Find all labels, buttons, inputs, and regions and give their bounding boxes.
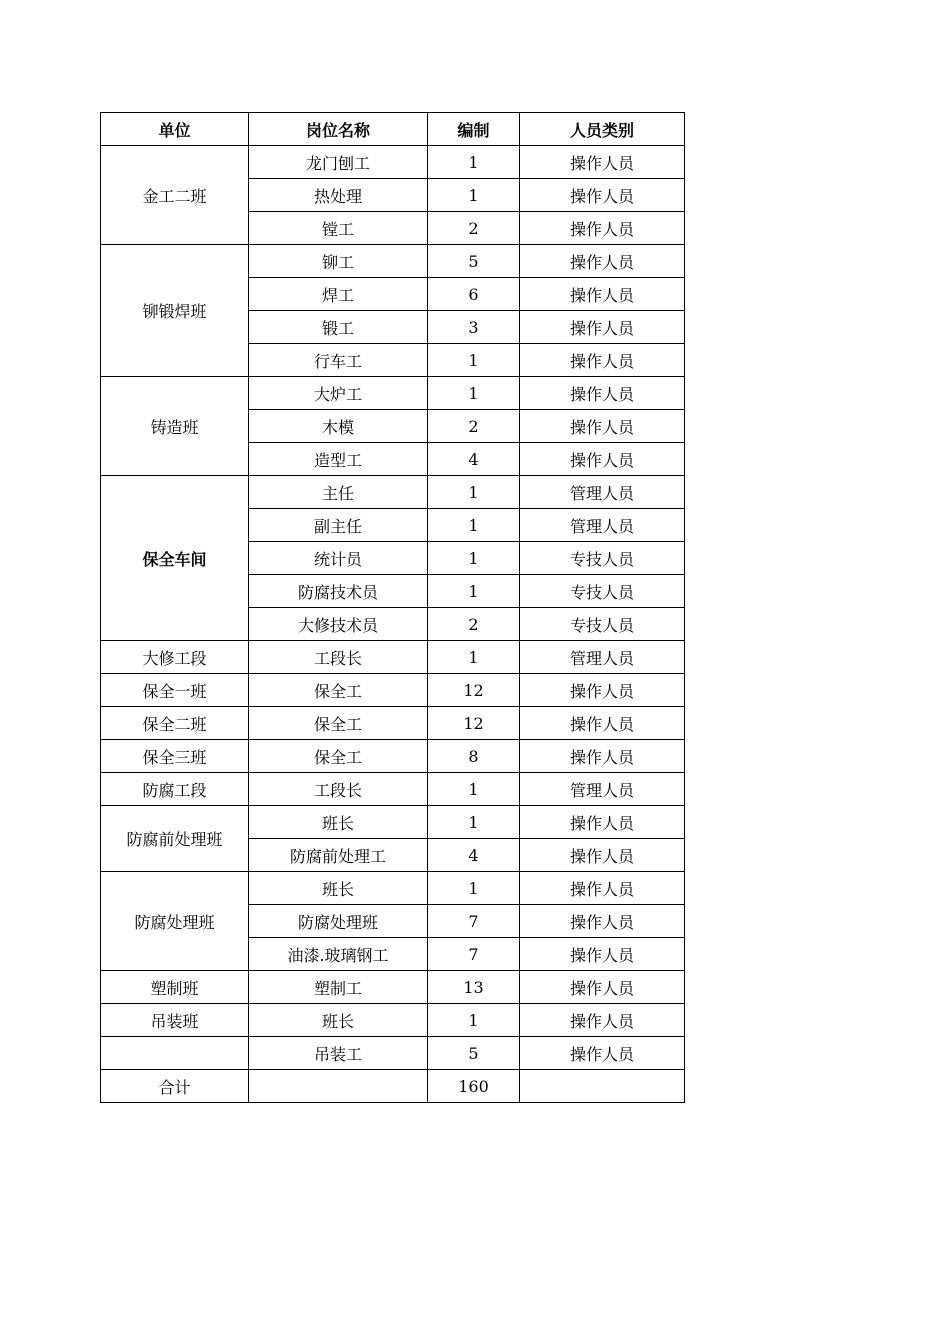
count-cell: 5	[428, 1037, 520, 1070]
position-cell: 木模	[249, 410, 428, 443]
table-row	[101, 707, 685, 740]
count-cell: 8	[428, 740, 520, 773]
header-count: 编制	[428, 113, 520, 146]
unit-cell: 防腐前处理班	[101, 806, 249, 872]
unit-cell: 防腐处理班	[101, 872, 249, 971]
category-cell: 操作人员	[520, 1037, 685, 1070]
category-cell: 管理人员	[520, 509, 685, 542]
total-label: 合计	[101, 1070, 249, 1103]
category-cell: 操作人员	[520, 344, 685, 377]
category-cell: 操作人员	[520, 146, 685, 179]
count-cell: 6	[428, 278, 520, 311]
category-cell: 专技人员	[520, 542, 685, 575]
unit-cell: 铆锻焊班	[101, 245, 249, 377]
category-cell: 操作人员	[520, 377, 685, 410]
count-cell: 2	[428, 608, 520, 641]
category-cell: 操作人员	[520, 212, 685, 245]
category-cell: 管理人员	[520, 773, 685, 806]
table-row	[101, 872, 685, 905]
position-cell: 吊装工	[249, 1037, 428, 1070]
table-row	[101, 1037, 685, 1070]
count-cell: 1	[428, 641, 520, 674]
total-category	[520, 1070, 685, 1103]
position-cell: 造型工	[249, 443, 428, 476]
position-cell: 班长	[249, 806, 428, 839]
table-row	[101, 146, 685, 179]
category-cell: 操作人员	[520, 674, 685, 707]
position-cell: 保全工	[249, 740, 428, 773]
unit-cell	[101, 1037, 249, 1070]
position-cell: 焊工	[249, 278, 428, 311]
count-cell: 13	[428, 971, 520, 1004]
position-cell: 铆工	[249, 245, 428, 278]
position-cell: 副主任	[249, 509, 428, 542]
position-cell: 大炉工	[249, 377, 428, 410]
category-cell: 操作人员	[520, 311, 685, 344]
count-cell: 2	[428, 410, 520, 443]
unit-cell: 吊装班	[101, 1004, 249, 1037]
category-cell: 管理人员	[520, 476, 685, 509]
category-cell: 操作人员	[520, 1004, 685, 1037]
count-cell: 7	[428, 905, 520, 938]
unit-cell: 保全三班	[101, 740, 249, 773]
count-cell: 1	[428, 773, 520, 806]
table-row	[101, 1004, 685, 1037]
table-row	[101, 476, 685, 509]
category-cell: 操作人员	[520, 872, 685, 905]
category-cell: 操作人员	[520, 245, 685, 278]
count-cell: 1	[428, 1004, 520, 1037]
position-cell: 锻工	[249, 311, 428, 344]
header-category: 人员类别	[520, 113, 685, 146]
table-row	[101, 674, 685, 707]
unit-cell: 塑制班	[101, 971, 249, 1004]
position-cell: 大修技术员	[249, 608, 428, 641]
count-cell: 1	[428, 344, 520, 377]
unit-cell: 大修工段	[101, 641, 249, 674]
total-row	[101, 1070, 685, 1103]
unit-cell: 保全一班	[101, 674, 249, 707]
category-cell: 操作人员	[520, 806, 685, 839]
count-cell: 1	[428, 146, 520, 179]
total-position	[249, 1070, 428, 1103]
position-cell: 防腐技术员	[249, 575, 428, 608]
count-cell: 1	[428, 509, 520, 542]
unit-cell: 防腐工段	[101, 773, 249, 806]
category-cell: 操作人员	[520, 443, 685, 476]
category-cell: 专技人员	[520, 575, 685, 608]
total-count: 160	[428, 1070, 520, 1103]
position-cell: 行车工	[249, 344, 428, 377]
position-cell: 防腐前处理工	[249, 839, 428, 872]
position-cell: 镗工	[249, 212, 428, 245]
category-cell: 操作人员	[520, 410, 685, 443]
count-cell: 1	[428, 542, 520, 575]
unit-cell: 保全车间	[101, 476, 249, 641]
header-position: 岗位名称	[249, 113, 428, 146]
category-cell: 操作人员	[520, 707, 685, 740]
position-cell: 油漆.玻璃钢工	[249, 938, 428, 971]
count-cell: 1	[428, 872, 520, 905]
count-cell: 4	[428, 443, 520, 476]
position-cell: 主任	[249, 476, 428, 509]
position-cell: 龙门刨工	[249, 146, 428, 179]
staffing-table	[100, 112, 685, 1103]
count-cell: 1	[428, 179, 520, 212]
table-row	[101, 740, 685, 773]
table-row	[101, 971, 685, 1004]
category-cell: 操作人员	[520, 278, 685, 311]
unit-cell: 金工二班	[101, 146, 249, 245]
count-cell: 12	[428, 674, 520, 707]
table-row	[101, 377, 685, 410]
header-row	[101, 113, 685, 146]
unit-cell: 保全二班	[101, 707, 249, 740]
position-cell: 保全工	[249, 674, 428, 707]
position-cell: 班长	[249, 872, 428, 905]
count-cell: 5	[428, 245, 520, 278]
position-cell: 防腐处理班	[249, 905, 428, 938]
count-cell: 1	[428, 476, 520, 509]
position-cell: 班长	[249, 1004, 428, 1037]
position-cell: 塑制工	[249, 971, 428, 1004]
position-cell: 保全工	[249, 707, 428, 740]
count-cell: 1	[428, 806, 520, 839]
category-cell: 操作人员	[520, 938, 685, 971]
count-cell: 4	[428, 839, 520, 872]
position-cell: 工段长	[249, 773, 428, 806]
table-row	[101, 245, 685, 278]
table-row	[101, 806, 685, 839]
count-cell: 1	[428, 377, 520, 410]
count-cell: 7	[428, 938, 520, 971]
header-unit: 单位	[101, 113, 249, 146]
count-cell: 2	[428, 212, 520, 245]
unit-cell: 铸造班	[101, 377, 249, 476]
count-cell: 1	[428, 575, 520, 608]
category-cell: 操作人员	[520, 179, 685, 212]
count-cell: 3	[428, 311, 520, 344]
table-row	[101, 773, 685, 806]
count-cell: 12	[428, 707, 520, 740]
position-cell: 工段长	[249, 641, 428, 674]
category-cell: 操作人员	[520, 971, 685, 1004]
table-row	[101, 641, 685, 674]
category-cell: 专技人员	[520, 608, 685, 641]
category-cell: 操作人员	[520, 839, 685, 872]
category-cell: 操作人员	[520, 905, 685, 938]
position-cell: 统计员	[249, 542, 428, 575]
category-cell: 管理人员	[520, 641, 685, 674]
position-cell: 热处理	[249, 179, 428, 212]
category-cell: 操作人员	[520, 740, 685, 773]
